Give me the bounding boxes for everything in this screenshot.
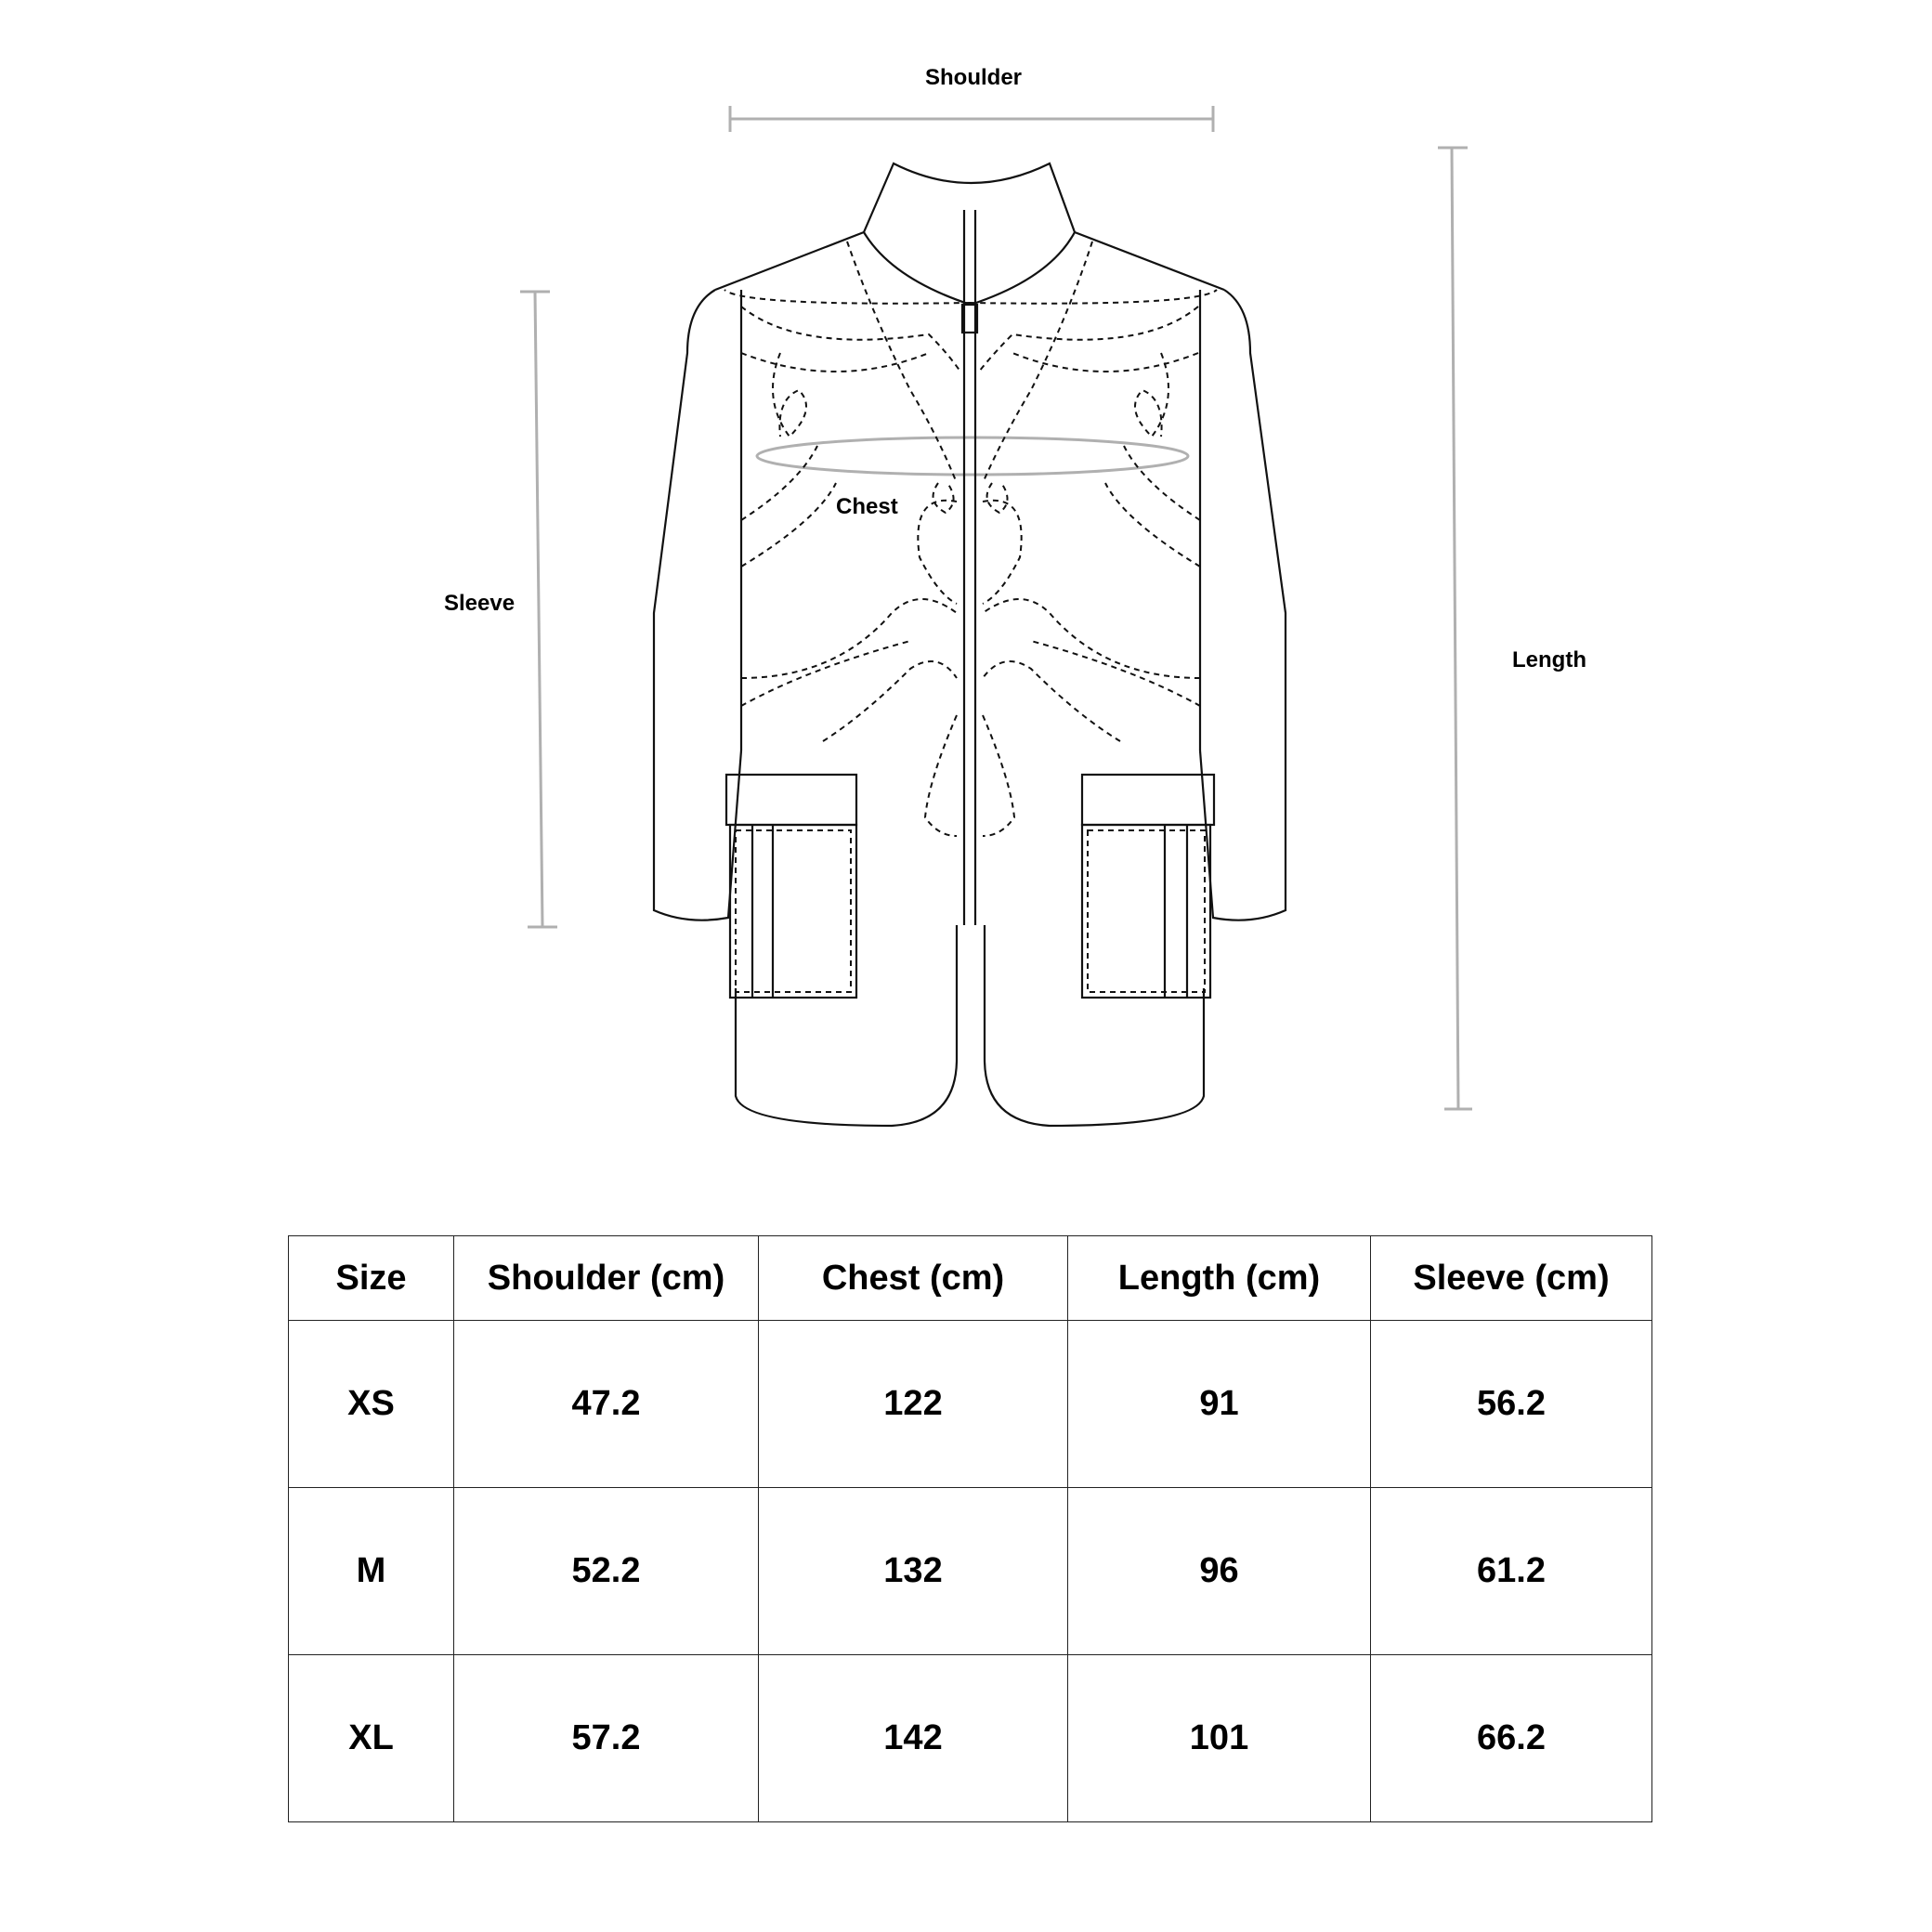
chest-measure-ellipse bbox=[757, 437, 1188, 475]
table-row bbox=[289, 1655, 1652, 1822]
shoulder-measure-line bbox=[730, 106, 1213, 132]
measurement-guides bbox=[520, 106, 1472, 1109]
table-header-row bbox=[289, 1236, 1652, 1321]
cell-shoulder: 57.2 bbox=[454, 1655, 759, 1822]
sleeve-measure-line bbox=[520, 292, 557, 927]
cell-chest: 142 bbox=[759, 1655, 1068, 1822]
cell-chest: 132 bbox=[759, 1488, 1068, 1655]
cell-size: M bbox=[289, 1488, 454, 1655]
cell-shoulder: 47.2 bbox=[454, 1321, 759, 1488]
cell-shoulder: 52.2 bbox=[454, 1488, 759, 1655]
cell-sleeve: 56.2 bbox=[1371, 1321, 1652, 1488]
length-measure-line bbox=[1438, 148, 1472, 1109]
embroidery-stitching bbox=[724, 242, 1217, 992]
header-length: Length (cm) bbox=[1068, 1236, 1371, 1321]
cell-chest: 122 bbox=[759, 1321, 1068, 1488]
jacket-outline bbox=[654, 163, 1286, 1126]
header-sleeve: Sleeve (cm) bbox=[1371, 1236, 1652, 1321]
cell-length: 91 bbox=[1068, 1321, 1371, 1488]
cell-length: 96 bbox=[1068, 1488, 1371, 1655]
table-row bbox=[289, 1321, 1652, 1488]
size-chart-table bbox=[288, 1235, 1652, 1822]
length-label: Length bbox=[1512, 647, 1586, 672]
sleeve-label: Sleeve bbox=[444, 591, 516, 616]
table-row bbox=[289, 1488, 1652, 1655]
header-chest: Chest (cm) bbox=[759, 1236, 1068, 1321]
shoulder-label: Shoulder bbox=[925, 65, 1023, 90]
header-size: Size bbox=[289, 1236, 454, 1321]
chest-label: Chest bbox=[836, 494, 898, 519]
cell-size: XL bbox=[289, 1655, 454, 1822]
cell-sleeve: 66.2 bbox=[1371, 1655, 1652, 1822]
header-shoulder: Shoulder (cm) bbox=[454, 1236, 759, 1321]
cell-size: XS bbox=[289, 1321, 454, 1488]
cell-length: 101 bbox=[1068, 1655, 1371, 1822]
cell-sleeve: 61.2 bbox=[1371, 1488, 1652, 1655]
